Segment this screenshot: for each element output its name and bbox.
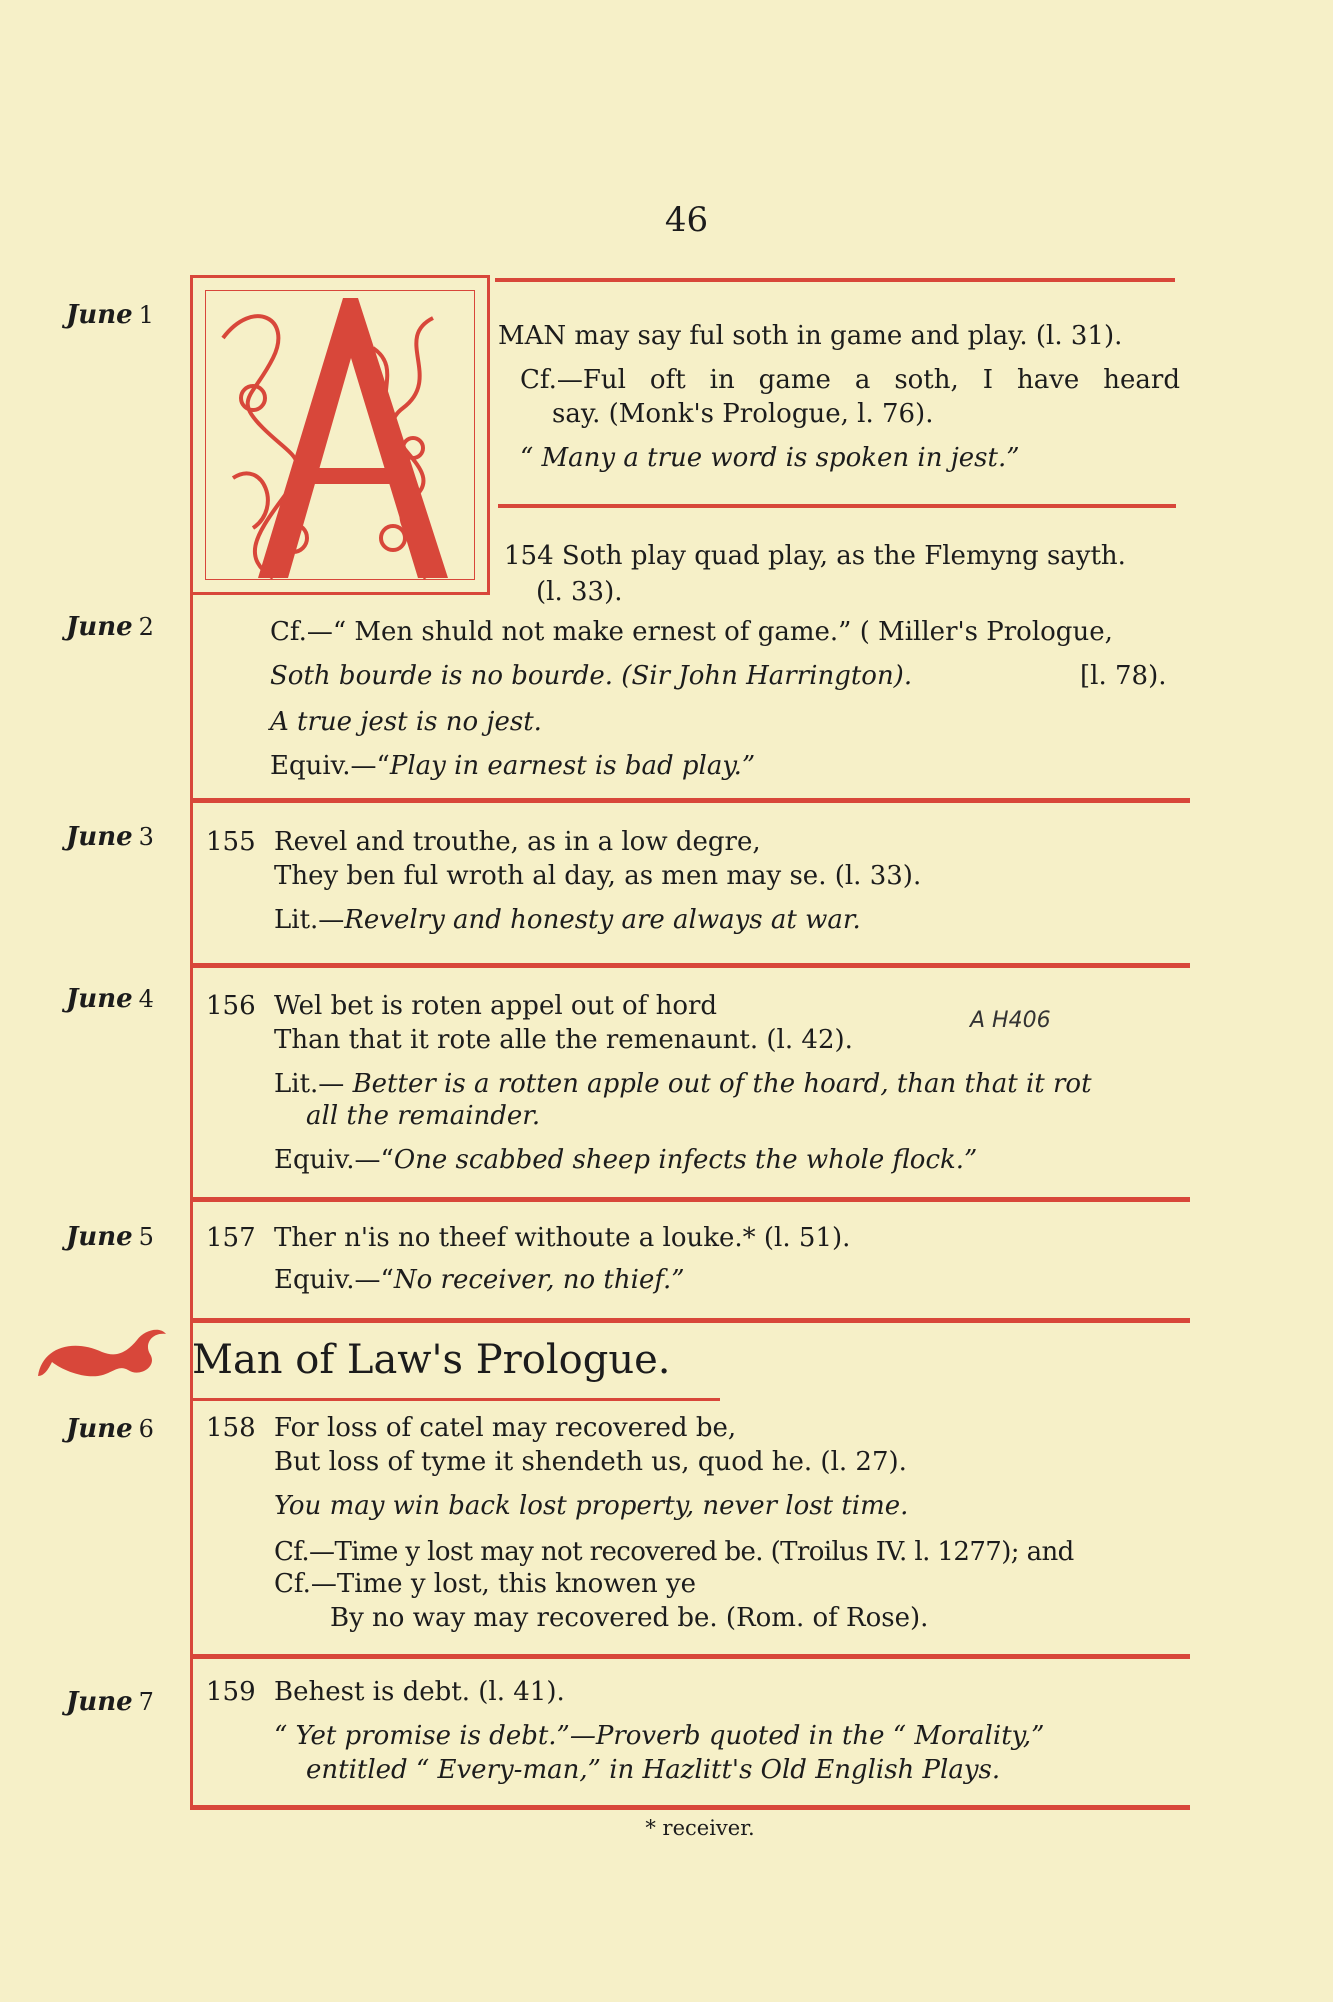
entry-157-number: 157 [206, 1223, 256, 1253]
footnote: * receiver. [645, 1816, 755, 1840]
rule-top [495, 278, 1175, 282]
rule-after-158 [190, 1654, 1190, 1659]
date-june-6: June 6 [66, 1414, 154, 1444]
section-title: Man of Law's Prologue. [192, 1337, 671, 1383]
entry-156-line2: Than that it rote alle the remenaunt. (l. 42). [274, 1025, 853, 1055]
rule-after-153 [498, 504, 1176, 508]
entry-156-line1: Wel bet is roten appel out of hord [274, 991, 718, 1021]
entry-158-number: 158 [206, 1413, 256, 1443]
entry-155-line1: Revel and trouthe, as in a low degre, [274, 827, 761, 857]
entry-158-line1: For loss of catel may recovered be, [274, 1413, 737, 1443]
entry-155-lit: Lit.—Revelry and honesty are always at war. [274, 905, 861, 935]
date-june-3: June 3 [66, 822, 154, 852]
entry-158-cf-line1: Cf.—Time y lost may not recovered be. (Troilus IV. l. 1277); and [274, 1537, 1074, 1567]
entry-153-cf-line2: say. (Monk's Prologue, l. 76). [552, 399, 934, 429]
entry-158-cf-line2: Cf.—Time y lost, this knowen ye [274, 1569, 697, 1599]
rule-under-section-title [190, 1398, 720, 1401]
date-june-7: June 7 [66, 1687, 154, 1717]
date-june-4: June 4 [66, 984, 154, 1014]
entry-159-quote-line1: “ Yet promise is debt.”—Proverb quoted in the “ Morality,” [274, 1721, 1045, 1751]
entry-158-cf-line3: By no way may recovered be. (Rom. of Rose). [330, 1603, 929, 1633]
entry-157-equiv: Equiv.—“No receiver, no thief.” [274, 1265, 685, 1295]
entry-155-line2: They ben ful wroth al day, as men may se. (l. 33). [274, 861, 922, 891]
date-june-1: June 1 [66, 300, 154, 330]
entry-156-equiv: Equiv.—“One scabbed sheep infects the whole flock.” [274, 1145, 978, 1175]
entry-157-line1: Ther n'is no theef withoute a louke.* (l. 51). [274, 1223, 851, 1253]
date-june-2: June 2 [66, 612, 154, 642]
entry-158-line2: But loss of tyme it shendeth us, quod he. (l. 27). [274, 1447, 907, 1477]
entry-154-soth: Soth bourde is no bourde. (Sir John Harrington). [270, 661, 913, 691]
entry-153-main: MAN may say ful soth in game and play. (l. 31). [498, 321, 1123, 351]
entry-153-equiv: “ Many a true word is spoken in jest.” [520, 443, 1020, 473]
entry-159-number: 159 [206, 1677, 256, 1707]
entry-158-translation: You may win back lost property, never lost time. [274, 1491, 909, 1521]
entry-154-line1: 154 Soth play quad play, as the Flemyng sayth. [504, 541, 1126, 571]
decorated-initial [190, 275, 490, 595]
entry-154-cf: Cf.—“ Men shuld not make ernest of game.” ( Miller's Prologue, [270, 617, 1113, 647]
rule-after-154 [190, 798, 1190, 803]
rule-bottom [190, 1805, 1190, 1810]
entry-153-cf-line1: Cf.—Ful oft in game a soth, I have heard [520, 365, 1180, 395]
entry-156-number: 156 [206, 991, 256, 1021]
rule-after-156 [190, 1197, 1190, 1202]
entry-155-number: 155 [206, 827, 256, 857]
entry-156-lit-line2: all the remainder. [306, 1101, 541, 1131]
entry-154-jest: A true jest is no jest. [270, 707, 542, 737]
entry-154-ref: [l. 78). [1080, 661, 1167, 691]
entry-159-line1: Behest is debt. (l. 41). [274, 1677, 565, 1707]
date-june-5: June 5 [66, 1222, 154, 1252]
handwritten-annotation: A H406 [970, 1008, 1051, 1033]
entry-156-lit: Lit.— Better is a rotten apple out of the hoard, than that it rot [274, 1069, 1092, 1099]
rule-after-155 [190, 963, 1190, 968]
entry-154-line2: (l. 33). [536, 577, 623, 607]
ornament-icon [193, 278, 493, 598]
page-number: 46 [664, 200, 709, 240]
entry-159-quote-line2: entitled “ Every-man,” in Hazlitt's Old English Plays. [306, 1755, 1001, 1785]
entry-154-equiv: Equiv.—“Play in earnest is bad play.” [270, 751, 756, 781]
swash-ornament-icon [32, 1318, 172, 1388]
rule-after-157 [190, 1318, 1190, 1323]
